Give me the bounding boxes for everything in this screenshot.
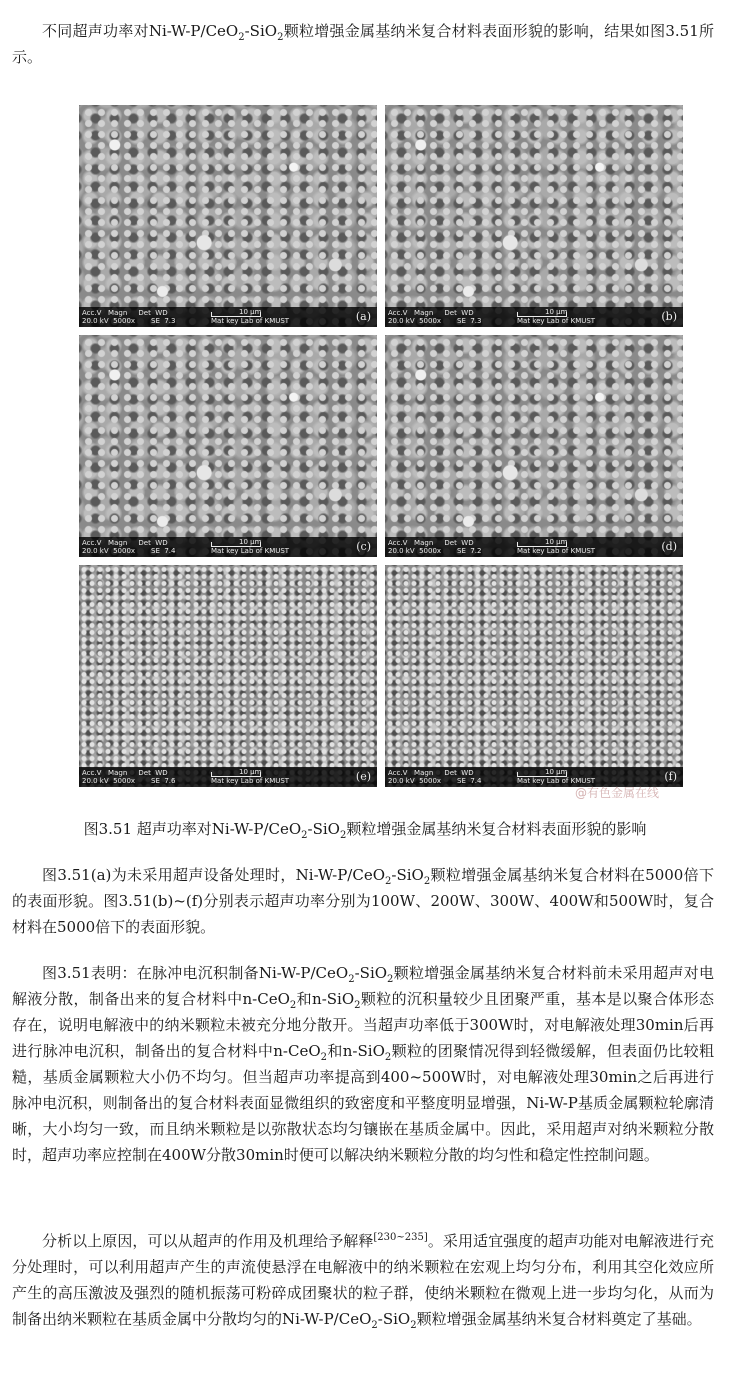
lab-label: Mat key Lab of KMUST xyxy=(517,547,596,555)
sem-spot: SE 7.6 xyxy=(151,777,176,785)
para2-text-3: 颗粒增强金属基纳米复合材料在5000倍下的表面形貌。图3.51(b)~(f)分别表示超声功率分别为100W、200W、300W、400W和500W时，复合材料在5000倍下的表面形貌。 xyxy=(12,866,714,936)
sem-panel-b xyxy=(385,105,683,327)
figure-caption xyxy=(0,818,730,840)
paragraph-3 xyxy=(12,960,714,1168)
intro-sub-1: 2 xyxy=(238,32,245,43)
panel-letter-c: (c) xyxy=(356,540,371,553)
panel-letter-b: (b) xyxy=(661,310,677,323)
panel-letter-a: (a) xyxy=(355,310,371,323)
sem-spot: SE 7.4 xyxy=(151,547,176,555)
para3-text-1: 图3.51表明：在脉冲电沉积制备Ni-W-P/CeO xyxy=(42,964,349,982)
caption-text-1: 图3.51 超声功率对Ni-W-P/CeO xyxy=(83,820,302,838)
para4-sub-1: 2 xyxy=(371,1320,378,1331)
sem-spot: SE 7.3 xyxy=(457,317,482,325)
para3-text-4: 和n-SiO xyxy=(296,990,355,1008)
para3-text-2: -SiO xyxy=(354,964,388,982)
caption-text-2: -SiO xyxy=(307,820,340,838)
para2-text-1: 图3.51(a)为未采用超声设备处理时，Ni-W-P/CeO xyxy=(42,866,386,884)
intro-text-3: 颗粒增强金属基纳米复合材料表面形貌的影响，结果如图3.51所示。 xyxy=(12,22,714,66)
para4-text-2: 。采用适宜强度的超声功能对电解液进行充分处理时，可以利用超声产生的声流使悬浮在电解液中的纳米颗粒在宏观上均匀分布，利用其空化效应所产生的高压激波及强烈的随机振荡可粉碎成团聚状的粒子群，使纳米颗粒在微观上进一步均匀化，从而为制备出纳米颗粒在基质金属中分散均匀的Ni-W-P/CeO xyxy=(12,1232,714,1328)
caption-sub-1: 2 xyxy=(301,830,308,841)
sem-values: 20.0 kV 5000x xyxy=(82,777,136,785)
para3-sub-6: 2 xyxy=(384,1052,392,1063)
sem-info-bar xyxy=(79,537,377,557)
para4-sub-2: 2 xyxy=(410,1320,417,1331)
scale-label: 10 μm xyxy=(545,308,568,316)
para4-text-3: -SiO xyxy=(377,1310,411,1328)
intro-sub-2: 2 xyxy=(277,32,284,43)
sem-values: 20.0 kV 5000x xyxy=(388,547,442,555)
sem-panel-f xyxy=(385,565,683,787)
para4-text-1: 分析以上原因，可以从超声的作用及机理给予解释 xyxy=(42,1232,374,1250)
sem-head-label: Acc.V Magn Det WD xyxy=(388,539,474,547)
caption-sub-2: 2 xyxy=(339,830,347,841)
para2-text-2: -SiO xyxy=(391,866,424,884)
intro-text-2: -SiO xyxy=(244,22,278,40)
para3-text-6: 和n-SiO xyxy=(327,1042,385,1060)
scale-label: 10 μm xyxy=(239,308,262,316)
sem-panel-a xyxy=(79,105,377,327)
sem-head-label: Acc.V Magn Det WD xyxy=(82,539,168,547)
sem-head-label: Acc.V Magn Det WD xyxy=(388,309,474,317)
scale-label: 10 μm xyxy=(545,538,568,546)
sem-info-bar xyxy=(385,537,683,557)
para3-text-7: 颗粒的团聚情况得到轻微缓解，但表面仍比较粗糙，基质金属颗粒大小仍不均匀。但当超声功率提高到400~500W时，对电解液处理30min之后再进行脉冲电沉积，则制备出的复合材料表面显微组织的致密度和平整度明显增强，Ni-W-P基质金属颗粒轮廓清晰，大小均匀一致，而且纳米颗粒是以弥散状态均匀镶嵌在基质金属中。因此，采用超声对纳米颗粒分散时，超声功率应控制在400W分散30min时便可以解决纳米颗粒分散的均匀性和稳定性控制问题。 xyxy=(12,1042,714,1164)
para3-text-5: 颗粒的沉积量较少且团聚严重，基本是以聚合体形态存在，说明电解液中的纳米颗粒未被充分地分散开。当超声功率低于300W时，对电解液处理30min后再进行脉冲电沉积，制备出的复合材料中n-CeO xyxy=(12,990,714,1060)
sem-head-label: Acc.V Magn Det WD xyxy=(82,309,168,317)
watermark: @有色金属在线 xyxy=(575,786,660,800)
sem-head-label: Acc.V Magn Det WD xyxy=(388,769,474,777)
para2-sub-1: 2 xyxy=(385,876,392,887)
sem-spot: SE 7.4 xyxy=(457,777,482,785)
sem-panel-c xyxy=(79,335,377,557)
para4-text-4: 颗粒增强金属基纳米复合材料奠定了基础。 xyxy=(416,1310,702,1328)
paragraph-2 xyxy=(12,862,714,940)
intro-text-1: 不同超声功率对Ni-W-P/CeO xyxy=(42,22,239,40)
para2-sub-2: 2 xyxy=(423,876,431,887)
scale-label: 10 μm xyxy=(239,538,262,546)
sem-info-bar xyxy=(79,767,377,787)
para3-sub-2: 2 xyxy=(387,974,394,985)
scale-label: 10 μm xyxy=(545,768,568,776)
lab-label: Mat key Lab of KMUST xyxy=(517,777,596,785)
intro-paragraph xyxy=(12,18,714,70)
panel-letter-f: (f) xyxy=(664,770,677,783)
sem-panel-d xyxy=(385,335,683,557)
sem-values: 20.0 kV 5000x xyxy=(82,317,136,325)
sem-figure xyxy=(79,105,683,787)
citation: [230~235] xyxy=(373,1232,428,1243)
sem-values: 20.0 kV 5000x xyxy=(388,777,442,785)
sem-head-label: Acc.V Magn Det WD xyxy=(82,769,168,777)
para3-sub-4: 2 xyxy=(354,1000,361,1011)
lab-label: Mat key Lab of KMUST xyxy=(517,317,596,325)
lab-label: Mat key Lab of KMUST xyxy=(211,547,290,555)
para3-text-3: 颗粒增强金属基纳米复合材料前未采用超声对电解液分散，制备出来的复合材料中n-CeO xyxy=(12,964,714,1008)
panel-letter-d: (d) xyxy=(661,540,677,553)
panel-letter-e: (e) xyxy=(355,770,371,783)
caption-text-3: 颗粒增强金属基纳米复合材料表面形貌的影响 xyxy=(346,820,647,838)
sem-info-bar xyxy=(79,307,377,327)
sem-spot: SE 7.3 xyxy=(151,317,176,325)
para3-sub-1: 2 xyxy=(348,974,355,985)
lab-label: Mat key Lab of KMUST xyxy=(211,317,290,325)
lab-label: Mat key Lab of KMUST xyxy=(211,777,290,785)
scale-label: 10 μm xyxy=(239,768,262,776)
sem-info-bar xyxy=(385,307,683,327)
para3-sub-3: 2 xyxy=(289,1000,297,1011)
para3-sub-5: 2 xyxy=(320,1052,328,1063)
sem-spot: SE 7.2 xyxy=(457,547,482,555)
sem-values: 20.0 kV 5000x xyxy=(388,317,442,325)
paragraph-4 xyxy=(12,1228,714,1332)
sem-values: 20.0 kV 5000x xyxy=(82,547,136,555)
sem-panel-e xyxy=(79,565,377,787)
